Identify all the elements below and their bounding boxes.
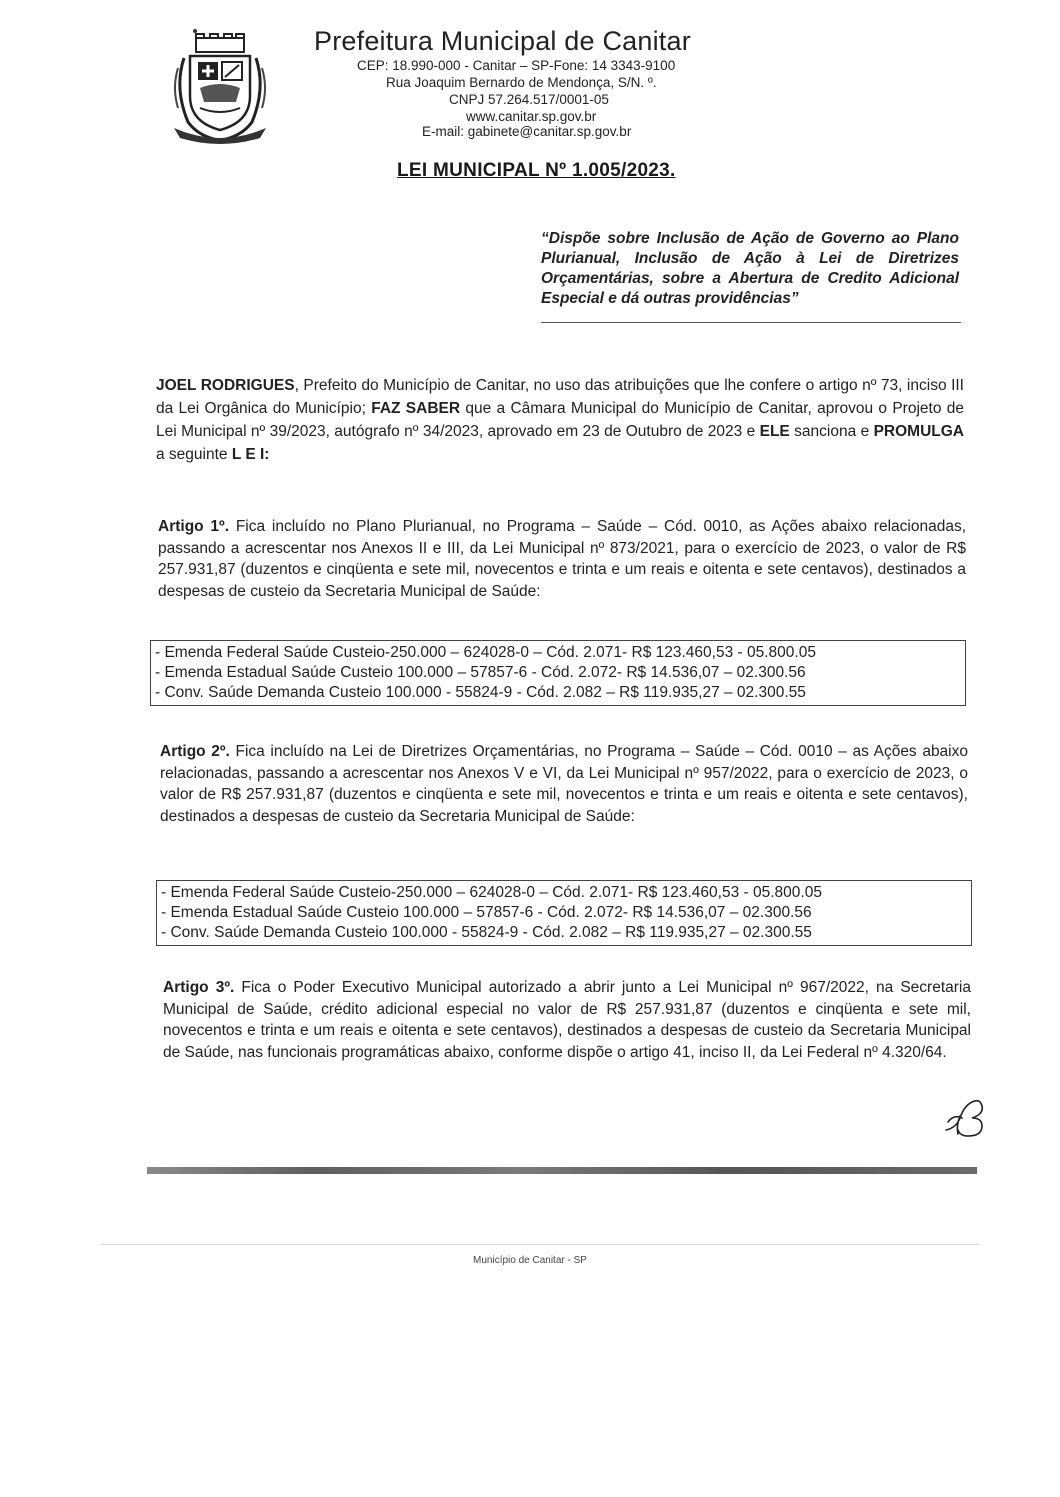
footer-bar [147,1167,977,1174]
article-1-text: Fica incluído no Plano Plurianual, no Programa – Saúde – Cód. 0010, as Ações abaixo relacionadas, passando a acrescentar nos Anexos II e III, da Lei Municipal nº 873/2021, para o exercício de 2023, o valor de R$ 257.931,87 (duzentos e cinqüenta e sete mil, novecentos e trinta e um reais e oitenta e sete centavos), destinados a despesas de custeio da Secretaria Municipal de Saúde: [158,518,966,600]
list-item: - Emenda Federal Saúde Custeio-250.000 – 624028-0 – Cód. 2.071- R$ 123.460,53 - 05.800.05 [161,884,822,901]
article-2-label: Artigo 2º. [160,743,230,760]
law-title: LEI MUNICIPAL Nº 1.005/2023. [397,160,676,181]
municipal-coat-of-arms-icon [160,28,280,146]
actions-list-box-1 [150,640,966,706]
faz-saber: FAZ SABER [371,400,461,417]
article-1-label: Artigo 1º. [158,518,230,535]
list-item: - Emenda Federal Saúde Custeio-250.000 – 624028-0 – Cód. 2.071- R$ 123.460,53 - 05.800.05 [155,644,816,661]
preamble-paragraph [156,374,964,466]
header-address: Rua Joaquim Bernardo de Mendonça, S/N. º. [386,75,657,90]
list-item: - Conv. Saúde Demanda Custeio 100.000 - 55824-9 - Cód. 2.082 – R$ 119.935,27 – 02.300.55 [155,684,806,701]
list-item: - Emenda Estadual Saúde Custeio 100.000 – 57857-6 - Cód. 2.072- R$ 14.536,07 – 02.300.56 [155,664,806,681]
mayor-name: JOEL RODRIGUES [156,377,295,394]
law-ementa: “Dispõe sobre Inclusão de Ação de Governo ao Plano Plurianual, Inclusão de Ação à Lei de Diretrizes Orçamentárias, sobre a Abertura de Credito Adicional Especial e dá outras providências” [541,230,959,307]
promulga: PROMULGA [873,423,964,440]
article-3-text: Fica o Poder Executivo Municipal autorizado a abrir junto a Lei Municipal nº 967/2022, na Secretaria Municipal de Saúde, crédito adicional especial no valor de R$ 257.931,87 (duzentos e cinqüenta e sete mil, novecentos e trinta e um reais e oitenta e sete centavos), destinados a despesas de custeio da Secretaria Municipal de Saúde, nas funcionais programáticas abaixo, conforme dispõe o artigo 41, inciso II, da Lei Federal nº 4.320/64. [163,979,971,1061]
lei-word: L E I: [231,446,270,463]
header-website: www.canitar.sp.gov.br [466,109,597,124]
ele: ELE [759,423,790,440]
institution-title: Prefeitura Municipal de Canitar [314,26,691,56]
preamble-text-2: que a Câmara Municipal do Município de Canitar, aprovou o Projeto de Lei Municipal nº 39/2023, autógrafo nº 34/2023, aprovado em 23 de Outubro de 2023 e [156,400,965,440]
ementa-underline [541,322,961,323]
preamble-text-3: sanciona e [789,423,874,440]
article-1 [158,516,966,602]
header-email: E-mail: gabinete@canitar.sp.gov.br [422,124,632,139]
article-2-text: Fica incluído na Lei de Diretrizes Orçamentárias, no Programa – Saúde – Cód. 0010 – as Ações abaixo relacionadas, passando a acrescentar nos Anexos V e VI, da Lei Municipal nº 957/2022, para o exercício de 2023, o valor de R$ 257.931,87 (duzentos e cinqüenta e sete mil, novecentos e trinta e um reais e oitenta e sete centavos), destinados a despesas de custeio da Secretaria Municipal de Saúde: [160,743,968,825]
preamble-text-4: a seguinte [156,446,232,463]
header-cep-phone: CEP: 18.990-000 - Canitar – SP-Fone: 14 3343-9100 [357,58,676,73]
list-item: - Conv. Saúde Demanda Custeio 100.000 - 55824-9 - Cód. 2.082 – R$ 119.935,27 – 02.300.55 [161,924,812,941]
footer-text: Município de Canitar - SP [473,1255,587,1266]
header-cnpj: CNPJ 57.264.517/0001-05 [449,92,609,107]
list-item: - Emenda Estadual Saúde Custeio 100.000 – 57857-6 - Cód. 2.072- R$ 14.536,07 – 02.300.56 [161,904,812,921]
article-2 [160,741,968,827]
actions-list-box-2 [156,880,972,946]
initials-signature-icon [940,1096,990,1138]
footer-divider [100,1244,980,1245]
article-3-label: Artigo 3º. [163,979,235,996]
preamble-text-1: , Prefeito do Município de Canitar, no uso das atribuições que lhe confere o artigo nº 73, inciso III da Lei Orgânica do Município; [156,377,964,417]
article-3 [163,977,971,1063]
